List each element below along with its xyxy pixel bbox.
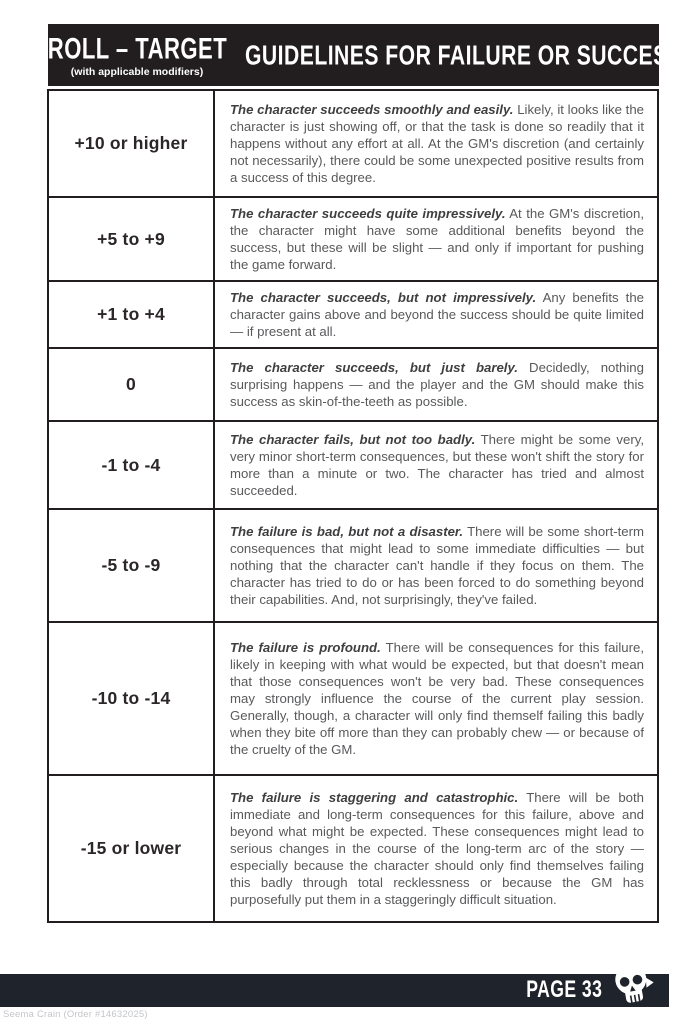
skull-icon <box>611 962 657 1010</box>
guideline-body: There will be consequences for this failure, likely in keeping with what would be expected, but that doesn't mean that those consequences won't be very bad. These consequences may strongly influence the course of the current play session. Generally, though, a character will only find themself failing this badly when they bite off more than they can probably chew — or because of the cruelty of the GM. <box>230 640 644 757</box>
guideline-body: At the GM's discretion, the character might have some additional benefits beyond the success, but these will be slight — and only if important for pushing the game forward. <box>230 206 644 272</box>
guideline-body: There will be both immediate and long-term consequences for this failure, above and beyond what might be expected. These consequences might lead to serious changes in the course of the long-term arc of the story — especially because the character should only find themselves failing this badly through total recklessness or because the GM has purposefully put them in a staggeringly difficult situation. <box>230 790 645 907</box>
page-number-label: PAGE 33 <box>525 976 602 1004</box>
table-row <box>49 349 657 422</box>
guideline-lead: The failure is staggering and catastrophic. <box>230 790 519 805</box>
guideline-lead: The failure is profound. <box>230 640 381 655</box>
header-left-column <box>48 32 226 78</box>
guideline-lead: The character succeeds quite impressively. <box>230 206 506 221</box>
guideline-cell <box>215 510 657 621</box>
roll-target-value: -1 to -4 <box>49 422 215 508</box>
roll-target-value: -15 or lower <box>49 776 215 921</box>
table-row <box>49 282 657 349</box>
table-header-bar <box>47 24 683 86</box>
guideline-body: Decidedly, nothing surprising happens — and the player and the GM should make this success as skin-of-the-teeth as possible. <box>230 360 644 409</box>
guideline-lead: The character succeeds, but not impressively. <box>230 290 537 305</box>
guideline-lead: The character fails, but not too badly. <box>230 432 476 447</box>
guideline-cell <box>215 91 657 196</box>
guideline-body: There will be some short-term consequences that might lead to some immediate difficulties — but nothing that the character can't handle if they focus on them. The character has tried to do or has been forced to do something beyond their capabilities. And, not surprisingly, they've failed. <box>230 524 644 607</box>
roll-target-subtitle: (with applicable modifiers) <box>70 66 204 78</box>
watermark-text: Seema Crain (Order #14632025) <box>3 1009 148 1020</box>
guideline-cell <box>215 422 657 508</box>
guideline-lead: The character succeeds smoothly and easily. <box>230 102 514 117</box>
guideline-cell <box>215 198 657 280</box>
table-row <box>49 422 657 510</box>
guideline-cell <box>215 349 657 420</box>
guideline-body: Any benefits the character gains above and beyond the success should be quite limited — if present at all. <box>230 290 644 339</box>
roll-target-value: -5 to -9 <box>49 510 215 621</box>
roll-target-value: +1 to +4 <box>49 282 215 347</box>
guideline-body: There might be some very, very minor short-term consequences, but these won't shift the story for more than a minute or two. The character has tried and almost succeeded. <box>230 432 644 498</box>
guideline-cell <box>215 776 657 921</box>
guideline-lead: The character succeeds, but just barely. <box>230 360 518 375</box>
guideline-body: Likely, it looks like the character is just showing off, or that the task is done so readily that it happens without any effort at all. At the GM's discretion (and certainly not necessarily), there could be some unexpected positive results from a success of this degree. <box>230 102 644 185</box>
footer-bar <box>0 974 669 1007</box>
table-row <box>49 198 657 282</box>
guideline-cell <box>215 623 657 774</box>
roll-target-value: -10 to -14 <box>49 623 215 774</box>
table-row <box>49 510 657 623</box>
guideline-cell <box>215 282 657 347</box>
roll-target-value: +10 or higher <box>49 91 215 196</box>
header-right-column <box>226 38 686 71</box>
table-row <box>49 776 657 921</box>
table-row <box>49 623 657 776</box>
guideline-lead: The failure is bad, but not a disaster. <box>230 524 464 539</box>
guidelines-table <box>47 89 659 923</box>
roll-target-title: ROLL – TARGET <box>47 32 227 66</box>
table-row <box>49 91 657 198</box>
guidelines-title: GUIDELINES FOR FAILURE OR SUCCESS <box>245 38 683 71</box>
roll-target-value: 0 <box>49 349 215 420</box>
roll-target-value: +5 to +9 <box>49 198 215 280</box>
